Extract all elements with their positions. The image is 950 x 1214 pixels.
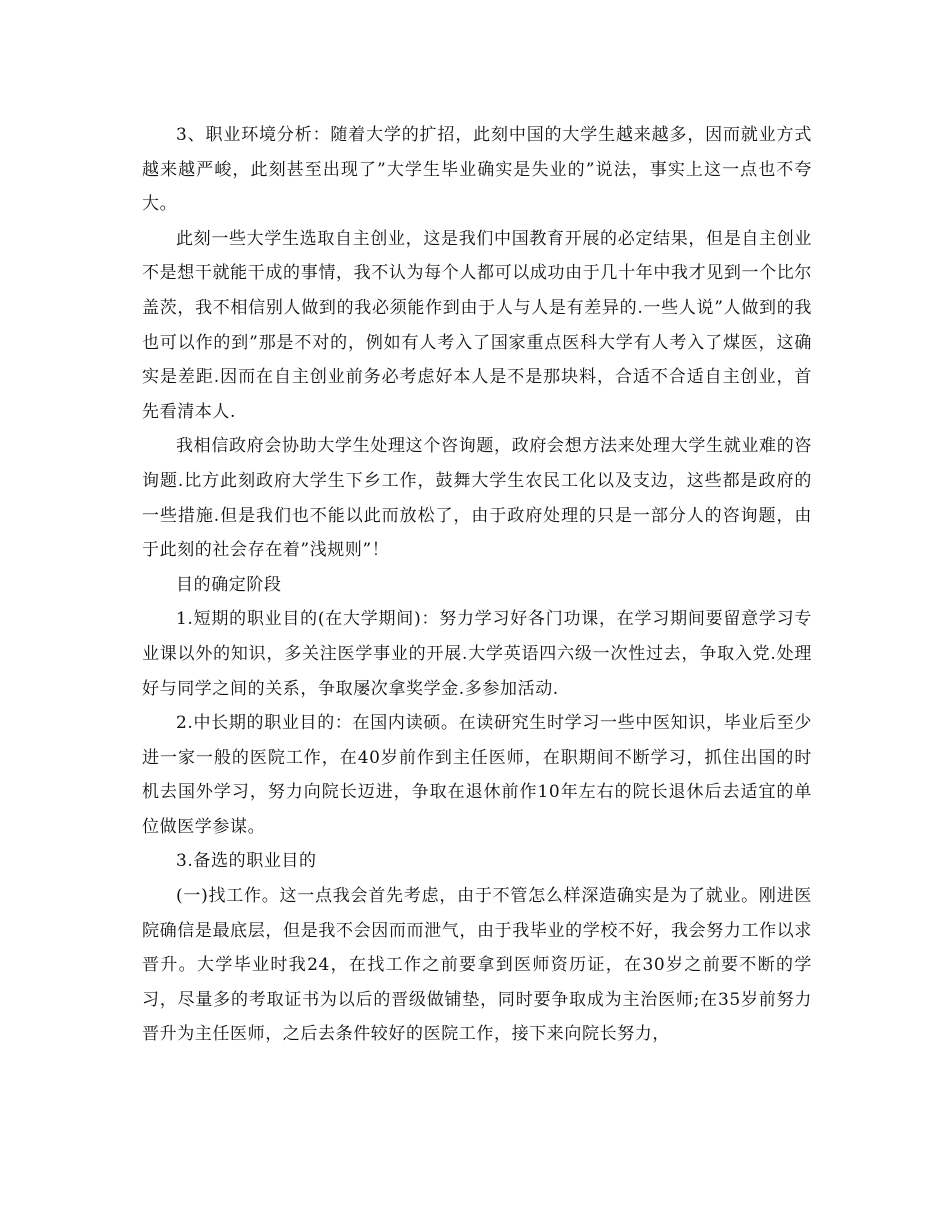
paragraph-career-environment: 3、职业环境分析：随着大学的扩招，此刻中国的大学生越来越多，因而就业方式越来越严峻，此刻甚至出现了”大学生毕业确实是失业的”说法，事实上这一点也不夸大。 [142,125,812,215]
document-body [142,118,812,1052]
paragraph-mid-long-term-goal: 2.中长期的职业目的：在国内读硕。在读研究生时学习一些中医知识，毕业后至少进一家一般的医院工作，在40岁前作到主任医师，在职期间不断学习，抓住出国的时机去国外学习，努力向院长迈进，争取在退休前作10年左右的院长退休后去适宜的单位做医学参谋。 [142,713,812,837]
paragraph-entrepreneurship: 此刻一些大学生选取自主创业，这是我们中国教育开展的必定结果，但是自主创业不是想干就能干成的事情，我不认为每个人都可以成功由于几十年中我才见到一个比尔盖茨，我不相信别人做到的我必须能作到由于人与人是有差异的.一些人说”人做到的我也可以作的到”那是不对的，例如有人考入了国家重点医科大学有人考入了煤医，这确实是差距.因而在自主创业前务必考虑好本人是不是那块料，合适不合适自主创业，首先看清本人. [142,228,812,422]
paragraph-government-help: 我相信政府会协助大学生处理这个咨询题，政府会想方法来处理大学生就业难的咨询题.比方此刻政府大学生下乡工作，鼓舞大学生农民工化以及支边，这些都是政府的一些措施.但是我们也不能以此而放松了，由于政府处理的只是一部分人的咨询题，由于此刻的社会存在着”浅规则”！ [142,436,812,561]
section-heading-alternative-goal: 3.备选的职业目的 [176,851,317,872]
paragraph-short-term-goal: 1.短期的职业目的(在大学期间)：努力学习好各门功课，在学习期间要留意学习专业课以外的知识，多关注医学事业的开展.大学英语四六级一次性过去，争取入党.处理好与同学之间的关系，争取屡次拿奖学金.多参加活动. [142,609,812,699]
paragraph-find-job: (一)找工作。这一点我会首先考虑，由于不管怎么样深造确实是为了就业。刚进医院确信是最底层，但是我不会因而而泄气，由于我毕业的学校不好，我会努力工作以求晋升。大学毕业时我24，在找工作之前要拿到医师资历证，在30岁之前要不断的学习，尽量多的考取证书为以后的晋级做铺垫，同时要争取成为主治医师;在35岁前努力晋升为主任医师，之后去条件较好的医院工作，接下来向院长努力， [142,886,812,1045]
section-heading-goal-stage: 目的确定阶段 [176,574,282,595]
